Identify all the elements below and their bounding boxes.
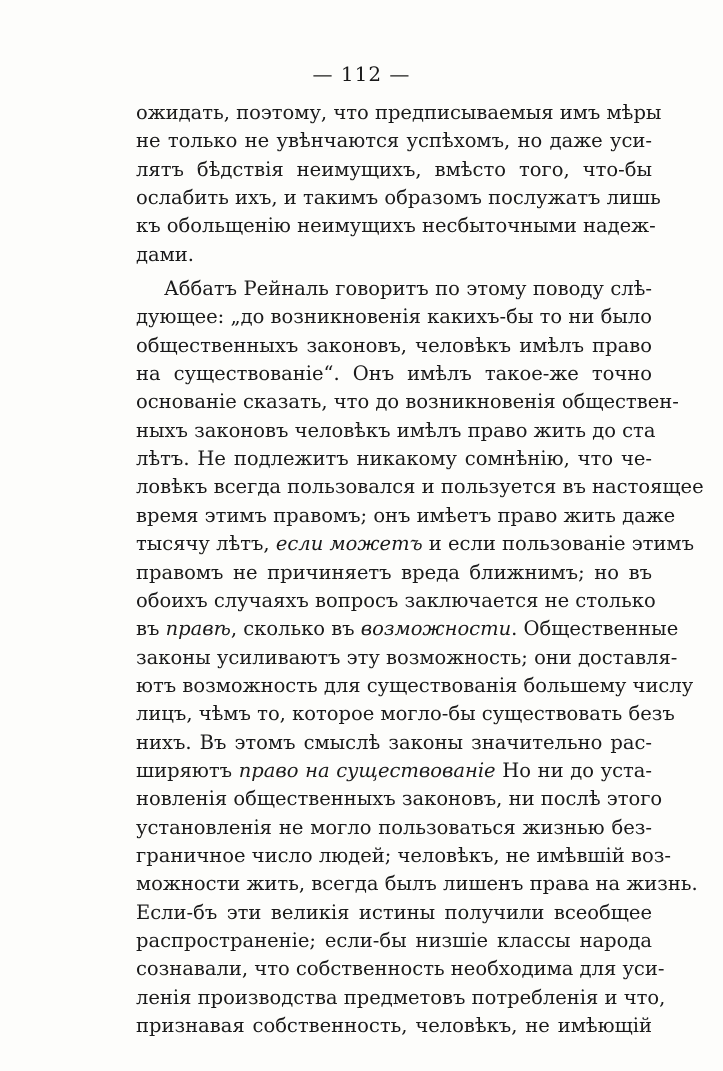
- text-line: [136, 1012, 652, 1040]
- text-line: [136, 360, 652, 388]
- text-run: общественныхъ законовъ, человѣкъ имѣлъ право: [136, 333, 652, 357]
- text-run: сознавали, что собственность необходима для уси-: [136, 957, 665, 981]
- text-line: [136, 955, 665, 983]
- text-run: время этимъ правомъ; онъ имѣетъ право жить даже: [136, 503, 676, 527]
- text-run: законы усиливаютъ эту возможность; они доставля-: [136, 645, 678, 669]
- text-line: [136, 615, 679, 643]
- text-run: . Общественные: [511, 617, 679, 641]
- italic-phrase: правѣ: [165, 617, 231, 641]
- paragraph: [136, 99, 662, 269]
- text-line: [136, 927, 652, 955]
- text-line: [136, 984, 666, 1012]
- italic-phrase: если можетъ: [275, 532, 423, 556]
- text-line: [136, 212, 656, 240]
- text-line: [136, 899, 652, 927]
- text-line: [136, 417, 656, 445]
- italic-phrase: возможности: [360, 617, 512, 641]
- text-line: [136, 729, 652, 757]
- text-line: [136, 672, 694, 700]
- text-line: [136, 184, 661, 212]
- text-run: ослабить ихъ, и такимъ образомъ послужатъ лишь: [136, 186, 661, 210]
- text-run: лѣтъ. Не подлежитъ никакому сомнѣнію, что че-: [136, 447, 652, 471]
- text-run: распространеніе; если-бы низшіе классы народа: [136, 928, 652, 952]
- text-line: [136, 156, 652, 184]
- text-run: признавая собственность, человѣкъ, не имѣющій: [136, 1014, 652, 1037]
- text-run: ширяютъ: [136, 758, 239, 782]
- text-run: и если пользованіе этимъ: [422, 532, 695, 556]
- text-run: лятъ бѣдствія неимущихъ, вмѣсто того, что-бы: [136, 157, 652, 181]
- text-line: [136, 870, 698, 898]
- body-text: [136, 99, 704, 1040]
- text-run: установленія не могло пользоваться жизнью без-: [136, 815, 652, 839]
- text-line: [136, 842, 671, 870]
- text-line: [136, 785, 663, 813]
- text-run: ленія производства предметовъ потребленія и что,: [136, 985, 666, 1009]
- text-run: дующее: „до возникновенія какихъ-бы то ни было: [136, 305, 652, 329]
- text-line: [136, 127, 652, 155]
- italic-phrase: право на существованіе: [238, 758, 496, 782]
- text-line: [136, 502, 676, 530]
- text-line: [136, 700, 675, 728]
- text-line: [136, 587, 656, 615]
- text-run: въ: [136, 617, 166, 641]
- text-line: [136, 303, 652, 331]
- text-line: [136, 445, 652, 473]
- text-run: ныхъ законовъ человѣкъ имѣлъ право жить до ста: [136, 418, 656, 442]
- text-run: основаніе сказать, что до возникновенія обществен-: [136, 390, 679, 414]
- text-line: [136, 814, 652, 842]
- text-line: [136, 241, 652, 269]
- text-run: Аббатъ Рейналь говоритъ по этому поводу слѣ-: [164, 277, 652, 301]
- text-run: тысячу лѣтъ,: [136, 532, 276, 556]
- text-run: лицъ, чѣмъ то, которое могло-бы существовать безъ: [136, 702, 675, 726]
- text-line: [136, 530, 695, 558]
- text-line: [136, 99, 662, 127]
- paragraph: [136, 275, 704, 1040]
- text-run: ютъ возможность для существованія большему числу: [136, 673, 694, 697]
- text-run: правомъ не причиняетъ вреда ближнимъ; но въ: [136, 560, 652, 584]
- text-run: на существованіе“. Онъ имѣлъ такое-же точно: [136, 362, 652, 386]
- text-run: къ обольщенію неимущихъ несбыточными надеж-: [136, 214, 656, 238]
- text-run: граничное число людей; человѣкъ, не имѣвшій воз-: [136, 843, 671, 867]
- text-run: можности жить, всегда былъ лишенъ права на жизнь.: [136, 872, 698, 896]
- text-run: , сколько въ: [230, 617, 361, 641]
- text-run: новленія общественныхъ законовъ, ни послѣ этого: [136, 787, 663, 811]
- text-line: [136, 473, 704, 501]
- text-run: не только не увѣнчаются успѣхомъ, но даже уси-: [136, 129, 652, 153]
- text-run: обоихъ случаяхъ вопросъ заключается не столько: [136, 588, 656, 612]
- text-run: нихъ. Въ этомъ смыслѣ законы значительно рас-: [136, 730, 652, 754]
- text-run: ловѣкъ всегда пользовался и пользуется въ настоящее: [136, 475, 704, 499]
- text-line: [136, 275, 652, 303]
- text-run: Если-бъ эти великія истины получили всеобщее: [136, 900, 652, 924]
- text-line: [136, 644, 678, 672]
- text-run: дами.: [136, 242, 194, 266]
- text-run: Но ни до уста-: [495, 758, 653, 782]
- text-line: [136, 559, 652, 587]
- text-line: [136, 332, 652, 360]
- page-number: — 112 —: [312, 62, 411, 86]
- text-run: ожидать, поэтому, что предписываемыя имъ мѣры: [136, 101, 662, 124]
- text-line: [136, 757, 652, 785]
- text-line: [136, 388, 679, 416]
